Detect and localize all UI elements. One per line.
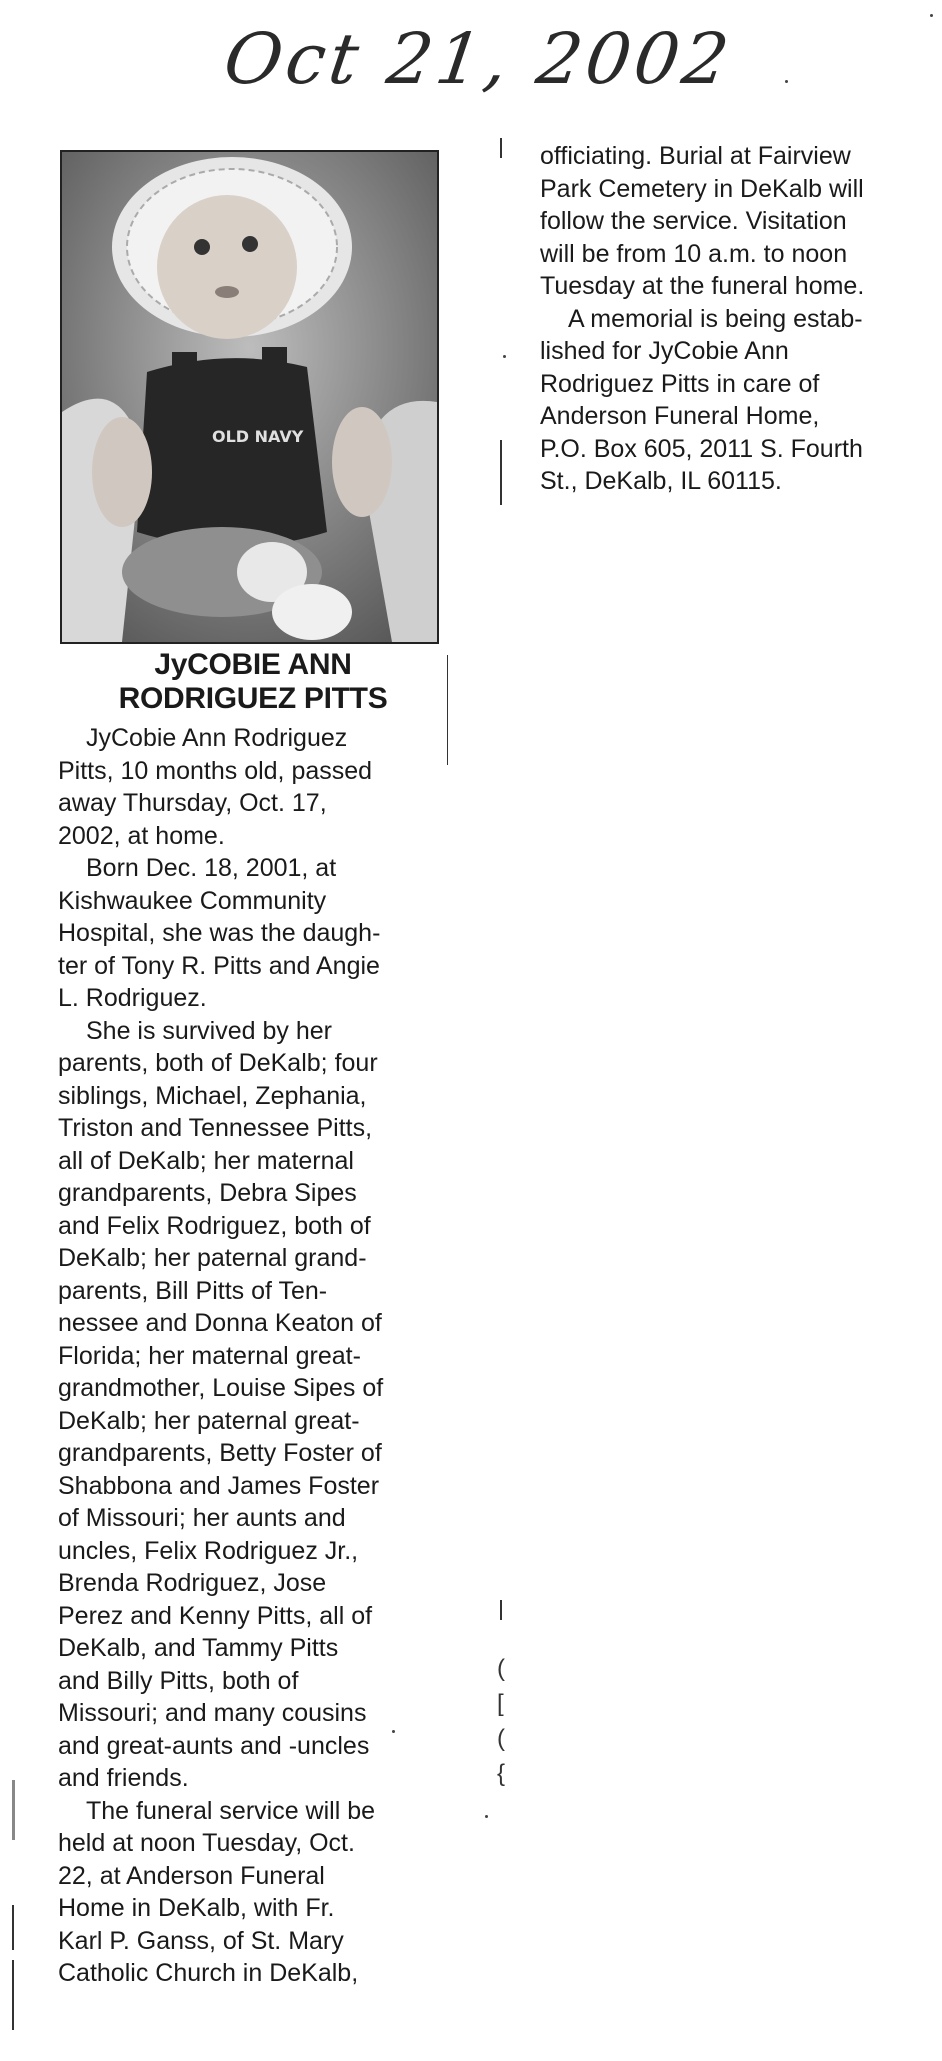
handwritten-date: Oct 21, 2002 bbox=[219, 18, 738, 100]
scan-speck bbox=[785, 80, 788, 83]
obituary-paragraph-1: JyCobie Ann Rodriguez Pitts, 10 months old, passed away Thursday, Oct. 17, 2002, at home. bbox=[58, 724, 373, 850]
obituary-paragraph-4: The funeral service will be held at noon Tuesday, Oct. 22, at Anderson Funeral Home in DeKalb, with Fr. Karl P. Ganss, of St. Mary Catholic Church in DeKalb, bbox=[58, 1796, 376, 1987]
obituary-left-column bbox=[58, 648, 448, 1990]
column-rule bbox=[500, 138, 502, 158]
scan-speck bbox=[503, 355, 506, 358]
scan-speck bbox=[485, 1815, 488, 1818]
shirt-logo-text: OLD NAVY bbox=[212, 427, 304, 446]
obituary-continuation: officiating. Burial at Fairview Park Cemetery in DeKalb will follow the service. Visitation will be from 10 a.m. to noon Tuesday at the funeral home. bbox=[540, 142, 865, 300]
scan-speck bbox=[392, 1730, 395, 1733]
cutoff-column-fragment: ( bbox=[497, 1725, 505, 1752]
obituary-paragraph-2: Born Dec. 18, 2001, at Kishwaukee Community Hospital, she was the daugh- ter of Tony R. Pitts and Angie L. Rodriguez. bbox=[58, 854, 381, 1012]
column-rule bbox=[500, 440, 502, 505]
baby-photo bbox=[60, 150, 439, 644]
column-rule bbox=[500, 1600, 502, 1620]
obituary-headline: JyCOBIE ANN RODRIGUEZ PITTS bbox=[118, 648, 388, 715]
cutoff-column-fragment: ( bbox=[497, 1655, 505, 1682]
obituary-right-column bbox=[540, 140, 920, 498]
cutoff-column-fragment: [ bbox=[497, 1690, 504, 1717]
scan-edge-mark bbox=[12, 1780, 15, 1840]
scan-edge-mark bbox=[12, 1960, 14, 2030]
scan-edge-mark bbox=[12, 1905, 14, 1950]
scan-speck bbox=[930, 14, 933, 17]
column-rule bbox=[447, 655, 448, 765]
obituary-paragraph-3: She is survived by her parents, both of DeKalb; four siblings, Michael, Zephania, Triston and Tennessee Pitts, all of DeKalb; her maternal grandparents, Debra Sipes and Felix Rodriguez, both of DeKalb; her paternal grand- parents, Bill Pitts of Ten- nessee and Donna Keaton of Florida; her maternal great- grandmother, Louise Sipes of DeKalb; her paternal great- grandparents, Betty Foster of Shabbona and James Foster of Missouri; her aunts and uncles, Felix Rodriguez Jr., Brenda Rodriguez, Jose Perez and Kenny Pitts, all of DeKalb, and Tammy Pitts and Billy Pitts, both of Missouri; and many cousins and great-aunts and -uncles and friends. bbox=[58, 1016, 384, 1792]
obituary-memorial: A memorial is being estab- lished for JyCobie Ann Rodriguez Pitts in care of Anderson Funeral Home, P.O. Box 605, 2011 S. Fourth St., DeKalb, IL 60115. bbox=[540, 304, 863, 495]
cutoff-column-fragment: { bbox=[497, 1760, 506, 1787]
